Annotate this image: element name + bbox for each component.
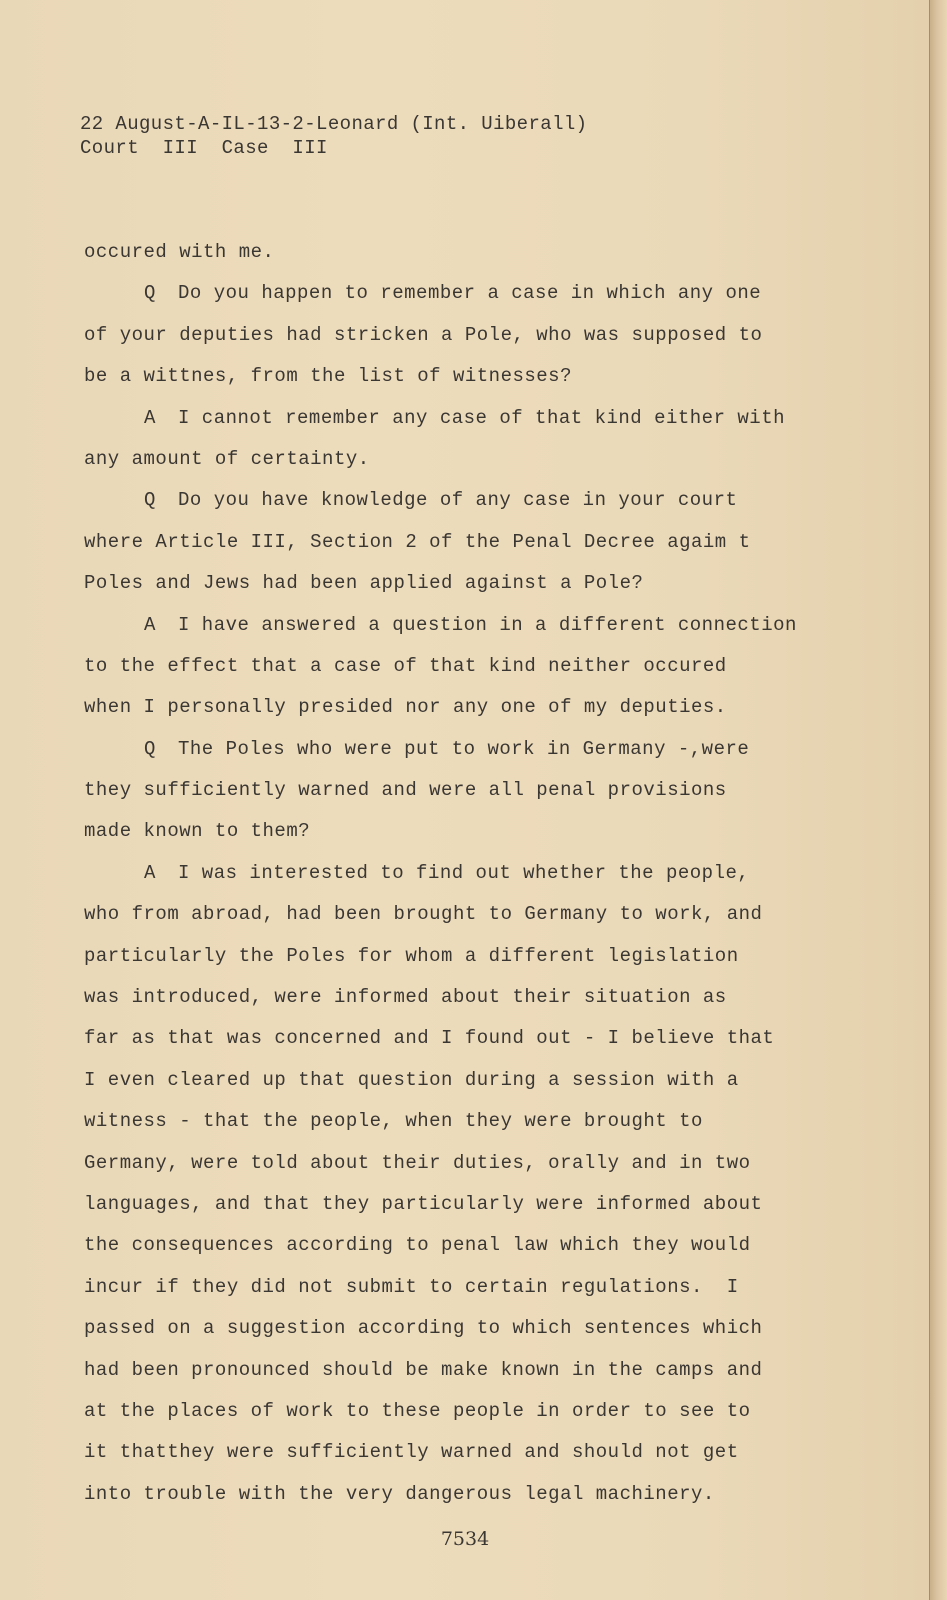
transcript-line [84, 687, 824, 728]
transcript-line [84, 480, 824, 521]
transcript-line [84, 563, 824, 604]
page-edge [929, 0, 947, 1600]
transcript-line [84, 977, 824, 1018]
line-text: languages, and that they particularly were informed about [84, 1192, 763, 1215]
transcript-line [84, 1308, 824, 1349]
line-text: witness - that the people, when they were brought to [84, 1110, 703, 1133]
question-marker: Q [144, 282, 156, 305]
transcript-line [84, 605, 824, 646]
line-text: of your deputies had stricken a Pole, who was supposed to [84, 323, 763, 346]
transcript-line [84, 1391, 824, 1432]
transcript-line [84, 1350, 824, 1391]
transcript-line [84, 356, 824, 397]
transcript-line [84, 1060, 824, 1101]
transcript-line [84, 811, 824, 852]
transcript-line [84, 1432, 824, 1473]
transcript-line [84, 894, 824, 935]
line-text: the consequences according to penal law which they would [84, 1234, 751, 1257]
line-text: any amount of certainty. [84, 447, 370, 470]
line-text: Do you happen to remember a case in which any one [178, 282, 762, 305]
transcript-line [84, 1018, 824, 1059]
transcript-line [84, 1101, 824, 1142]
line-text: they sufficiently warned and were all penal provisions [84, 779, 727, 802]
header-line-1: 22 August-A-IL-13-2-Leonard (Int. Uiberall) [80, 113, 588, 135]
line-text: had been pronounced should be make known in the camps and [84, 1358, 763, 1381]
transcript-line [84, 1143, 824, 1184]
line-text: be a wittnes, from the list of witnesses? [84, 365, 572, 388]
transcript-line [84, 398, 824, 439]
line-text: The Poles who were put to work in Germany -,were [178, 737, 750, 760]
answer-marker: A [144, 613, 156, 636]
line-text: I was interested to find out whether the people, [178, 861, 750, 884]
line-text: Poles and Jews had been applied against a Pole? [84, 572, 644, 595]
line-text: I have answered a question in a different connection [178, 613, 797, 636]
transcript-line [84, 936, 824, 977]
transcript-line [84, 729, 824, 770]
line-text: I even cleared up that question during a session with a [84, 1068, 739, 1091]
line-text: it thatthey were sufficiently warned and should not get [84, 1441, 739, 1464]
transcript-line [84, 853, 824, 894]
line-text: to the effect that a case of that kind neither occured [84, 654, 727, 677]
transcript-line [84, 1184, 824, 1225]
page-number: 7534 [440, 1528, 490, 1550]
transcript-line [84, 273, 824, 314]
transcript-body [84, 232, 824, 1515]
transcript-line [84, 770, 824, 811]
line-text: I cannot remember any case of that kind either with [178, 406, 785, 429]
transcript-line [84, 1225, 824, 1266]
line-text: passed on a suggestion according to which sentences which [84, 1317, 763, 1340]
line-text: who from abroad, had been brought to Germany to work, and [84, 903, 763, 926]
transcript-line [84, 439, 824, 480]
answer-marker: A [144, 406, 156, 429]
answer-marker: A [144, 861, 156, 884]
line-text: into trouble with the very dangerous legal machinery. [84, 1482, 715, 1505]
question-marker: Q [144, 489, 156, 512]
line-text: Do you have knowledge of any case in your court [178, 489, 738, 512]
line-text: incur if they did not submit to certain regulations. I [84, 1275, 739, 1298]
line-text: made known to them? [84, 820, 311, 843]
line-text: Germany, were told about their duties, orally and in two [84, 1151, 751, 1174]
line-text: where Article III, Section 2 of the Penal Decree agaim t [84, 530, 751, 553]
transcript-line [84, 232, 824, 273]
line-text: at the places of work to these people in order to see to [84, 1399, 751, 1422]
transcript-line [84, 522, 824, 563]
header-line-2: Court III Case III [80, 137, 328, 159]
question-marker: Q [144, 737, 156, 760]
line-text: was introduced, were informed about their situation as [84, 986, 727, 1009]
document-header [80, 112, 587, 160]
transcript-line [84, 1267, 824, 1308]
transcript-line [84, 315, 824, 356]
transcript-line [84, 646, 824, 687]
line-text: far as that was concerned and I found out - I believe that [84, 1027, 775, 1050]
line-text: occured with me. [84, 241, 275, 263]
line-text: particularly the Poles for whom a different legislation [84, 944, 739, 967]
line-text: when I personally presided nor any one of my deputies. [84, 696, 727, 719]
transcript-line [84, 1474, 824, 1515]
